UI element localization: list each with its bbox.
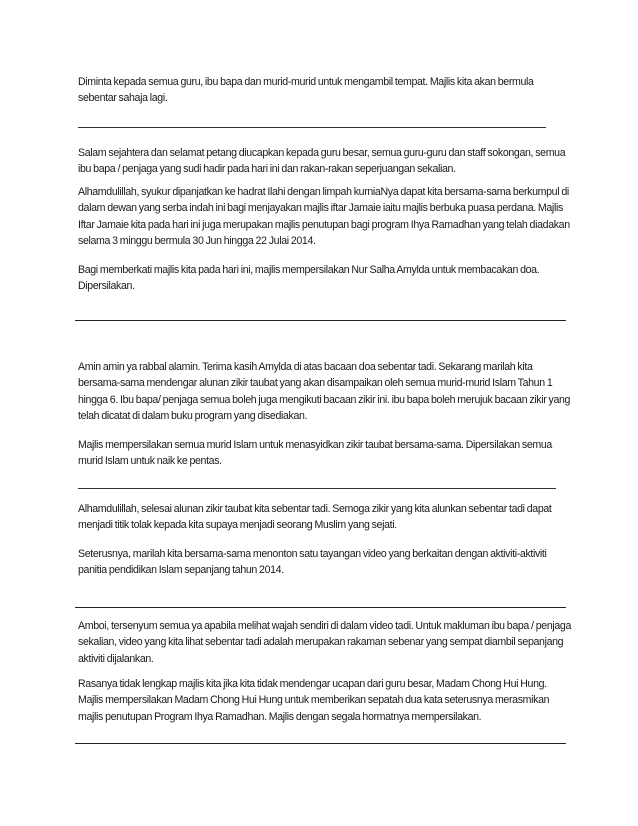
paragraph: Alhamdulillah, selesai alunan zikir taubat kita sebentar tadi. Semoga zikir yang kita alunkan sebentar tadi dapat menjadi titik tolak kepada kita supaya menjadi seorang Muslim yang sejati. xyxy=(78,503,552,532)
paragraph: Seterusnya, marilah kita bersama-sama menonton satu tayangan video yang berkaitan dengan aktiviti-aktiviti panitia pendidikan Islam sepanjang tahun 2014. xyxy=(78,548,547,577)
section-divider xyxy=(75,320,566,321)
section-zikir-2 xyxy=(78,437,572,470)
paragraph: Salam sejahtera dan selamat petang diucapkan kepada guru besar, semua guru-guru dan staff sokongan, semua ibu bapa / penjaga yang sudi hadir pada hari ini dan rakan-rakan seperjuangan sekalian. xyxy=(78,147,566,176)
dashed-divider xyxy=(78,127,546,129)
dashed-divider xyxy=(78,488,556,490)
section-divider xyxy=(75,743,566,744)
section-speech-2 xyxy=(78,676,572,725)
section-welcome-3 xyxy=(78,262,572,295)
section-divider xyxy=(75,607,566,608)
section-video xyxy=(78,501,572,534)
section-speech xyxy=(78,618,572,667)
section-video-2 xyxy=(78,546,572,579)
paragraph: Alhamdulillah, syukur dipanjatkan ke hadrat Ilahi dengan limpah kurniaNya dapat kita bersama-sama berkumpul di dalam dewan yang serba indah ini bagi menjayakan majlis iftar Jamaie iaitu majlis berbuka puasa perdana. Majlis Iftar Jamaie kita pada hari ini juga merupakan majlis penutupan bagi program Ihya Ramadhan yang telah diadakan selama 3 minggu bermula 30 Jun hingga 22 Julai 2014. xyxy=(78,186,570,248)
paragraph: Majlis mempersilakan semua murid Islam untuk menasyidkan zikir taubat bersama-sama. Dipersilakan semua murid Islam untuk naik ke pentas. xyxy=(78,439,552,468)
section-opening xyxy=(78,74,572,107)
paragraph: Diminta kepada semua guru, ibu bapa dan murid-murid untuk mengambil tempat. Majlis kita akan bermula sebentar sahaja lagi. xyxy=(78,76,534,105)
section-welcome-2 xyxy=(78,184,572,250)
paragraph: Bagi memberkati majlis kita pada hari ini, majlis mempersilakan Nur Salha Amylda untuk membacakan doa. Dipersilakan. xyxy=(78,264,540,293)
paragraph: Amin amin ya rabbal alamin. Terima kasih Amylda di atas bacaan doa sebentar tadi. Sekarang marilah kita bersama-sama mendengar alunan zikir taubat yang akan disampaikan oleh semua murid-murid Islam Tahun 1 hingga 6. Ibu bapa/ penjaga semua boleh juga mengikuti bacaan zikir ini. ibu bapa boleh merujuk bacaan zikir yang telah dicatat di dalam buku program yang disediakan. xyxy=(78,361,571,423)
paragraph: Rasanya tidak lengkap majlis kita jika kita tidak mendengar ucapan dari guru besar, Madam Chong Hui Hung. Majlis mempersilakan Madam Chong Hui Hung untuk memberikan sepatah dua kata seterusnya merasmikan majlis penutupan Program Ihya Ramadhan. Majlis dengan segala hormatnya mempersilakan. xyxy=(78,678,550,723)
paragraph: Amboi, tersenyum semua ya apabila melihat wajah sendiri di dalam video tadi. Untuk makluman ibu bapa / penjaga sekalian, video yang kita lihat sebentar tadi adalah merupakan rakaman sebenar yang sempat diambil sepanjang aktiviti dijalankan. xyxy=(78,620,571,665)
section-welcome xyxy=(78,145,572,178)
section-zikir xyxy=(78,359,572,425)
